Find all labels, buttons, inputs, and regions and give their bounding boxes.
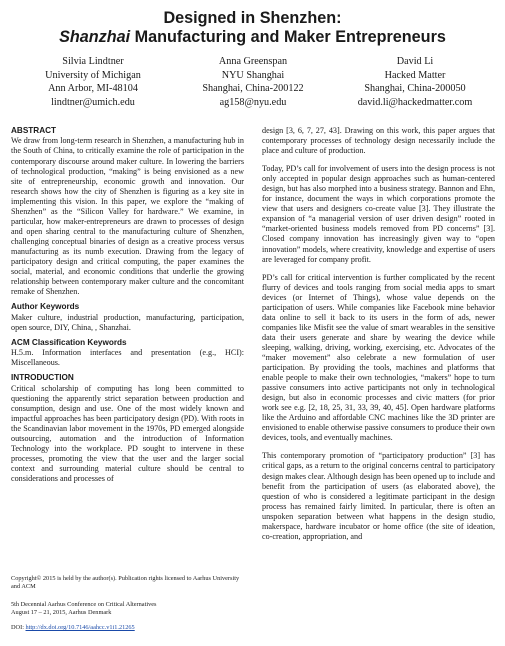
- author-email: ag158@nyu.edu: [219, 96, 287, 108]
- title-line-1: Designed in Shenzhen:: [163, 9, 342, 27]
- left-column: [11, 126, 244, 484]
- author-name: Silvia Lindtner: [62, 56, 124, 67]
- title-italic-word: Shanzhai: [59, 28, 131, 46]
- author-location: Shanghai, China-200122: [202, 83, 304, 95]
- doi-label: DOI:: [11, 624, 26, 631]
- acm-keywords-heading: ACM Classification Keywords: [11, 337, 127, 347]
- right-paragraph-2: Today, PD’s call for involvement of users into the design process is not only accepted in popular design approaches such as human-centered design, but has also morphed into a business strategy. Bannon and Ehn, for instance, document the ways in which corporations promote the view that users and designers co-create value [3]. They illustrate the expansion of “a managerial version of user driven design” rooted in “market-oriented business models removed from PD concerns” [3]. Closed company innovation has increasingly given way to “open innovation” models, where creativity, knowledge and expertise of users are leveraged for company profit.: [262, 164, 495, 264]
- author-location: Shanghai, China-200050: [364, 83, 466, 95]
- abstract-heading: ABSTRACT: [11, 126, 57, 135]
- title-line-2-rest: Manufacturing and Maker Entrepreneurs: [130, 28, 446, 46]
- right-column: [262, 126, 495, 550]
- author-1: [18, 55, 168, 109]
- author-affiliation: Hacked Matter: [384, 69, 446, 81]
- conference-line-2: August 17 – 21, 2015, Aarhus Denmark: [11, 609, 112, 617]
- author-email: lindtner@umich.edu: [51, 96, 135, 108]
- author-name: Anna Greenspan: [218, 56, 288, 67]
- copyright-note: Copyright© 2015 is held by the author(s). Publication rights licensed to Aarhus University and ACM: [11, 575, 240, 591]
- acm-keywords-text: H.5.m. Information interfaces and presentation (e.g., HCI): Miscellaneous.: [11, 348, 244, 368]
- title-line-2: [0, 28, 505, 47]
- author-email: david.li@hackedmatter.com: [357, 96, 473, 108]
- introduction-heading: INTRODUCTION: [11, 373, 74, 383]
- introduction-text: Critical scholarship of computing has long been committed to questioning the apparently strict separation between production and consumption, design and use. One of the most widely known and impactful approaches has been participatory design (PD). With roots in the Scandinavian labor movement in the 1970s, PD emerged alongside outsourcing, automation and the introduction of Information Technology into the workplace. PD sought to intervene in these processes, promoting the view that the user and the larger social context and surrounding material culture should be central to considerations and processes of: [11, 383, 244, 483]
- author-affiliation: NYU Shanghai: [221, 69, 285, 81]
- conference-note: [11, 601, 244, 617]
- conference-line-1: 5th Decennial Aarhus Conference on Critical Alternatives: [11, 601, 157, 608]
- paper-title: [0, 9, 505, 47]
- author-2: [178, 55, 328, 109]
- doi-link[interactable]: http://dx.doi.org/10.7146/aahcc.v1i1.21265: [25, 624, 135, 631]
- right-paragraph-1: design [3, 6, 7, 27, 43]. Drawing on this work, this paper argues that contemporary processes of technology design necessarily include the place and culture of production.: [262, 126, 495, 156]
- right-paragraph-4: This contemporary promotion of “participatory production” [3] has critical gaps, as a return to the original concerns central to participatory design makes clear. Although design has been opened up to include and benefit from the participation of users (as elaborated above), the question of who is considered a legitimate participant in the design process has remained fairly limited. In particular, there is often an unspoken separation between what happens in the design studio, makerspace, hardware incubator or home office (the site of ideation, co-creation, appropriation, and: [262, 451, 495, 541]
- author-location: Ann Arbor, MI-48104: [48, 83, 138, 95]
- author-keywords-heading: Author Keywords: [11, 302, 80, 312]
- right-paragraph-3: PD’s call for critical intervention is further complicated by the recent flurry of devices and tools ranging from social media apps to smart devices (or Internet of Things), whose value depends on the participation of users. While companies like Facebook mine behavior data online to sell it back to its users in the form of ads, newer companies like Misfit see the value of smart wearables in the sensitive data their users generate and share by wearing the device while sleeping, walking, driving, working, exercising, etc. Advocates of the “maker movement” also celebrate a new formulation of user participation. By providing the tools, machines and platforms that enable people to make their own technologies, “makers” hope to turn passive consumers into active participants not only in technological design, but also in economic processes and civic matters (for prior work see e.g. [2, 18, 25, 31, 33, 39, 40, 45]. Open hardware platforms like the Arduino and affordable CNC machines like the 3D printer are envisioned to enable otherwise passive consumers to produce their own devices, tools, and eventually machines.: [262, 272, 495, 443]
- author-3: [335, 55, 495, 109]
- doi-line: [11, 624, 244, 632]
- author-affiliation: University of Michigan: [45, 69, 141, 81]
- author-name: David Li: [396, 56, 434, 67]
- author-keywords-text: Maker culture, industrial production, manufacturing, participation, open source, DIY, China, , Shanzhai.: [11, 312, 244, 332]
- abstract-text: We draw from long-term research in Shenzhen, a manufacturing hub in the South of China, to critically examine the role of participation in the contemporary discourse around maker culture. In lowering the barriers of technological production, “making” is being envisioned as a new site of entrepreneurship, economic growth and innovation. Our research shows how the city of Shenzhen is figuring as a key site in implementing this vision. In this paper, we explore the “making of Shenzhen” as the “Silicon Valley for hardware.” We examine, in particular, how maker-entrepreneurs are drawn to processes of design and open sharing central to the manufacturing culture of Shenzhen, challenging conceptual binaries of design as a creative process versus manufacturing as its numb execution. Drawing from the legacy of participatory design and critical computing, the paper examines the social, material, and economic conditions that underlie the growing relationship between contemporary maker culture and the concomitant remake of Shenzhen.: [11, 136, 244, 297]
